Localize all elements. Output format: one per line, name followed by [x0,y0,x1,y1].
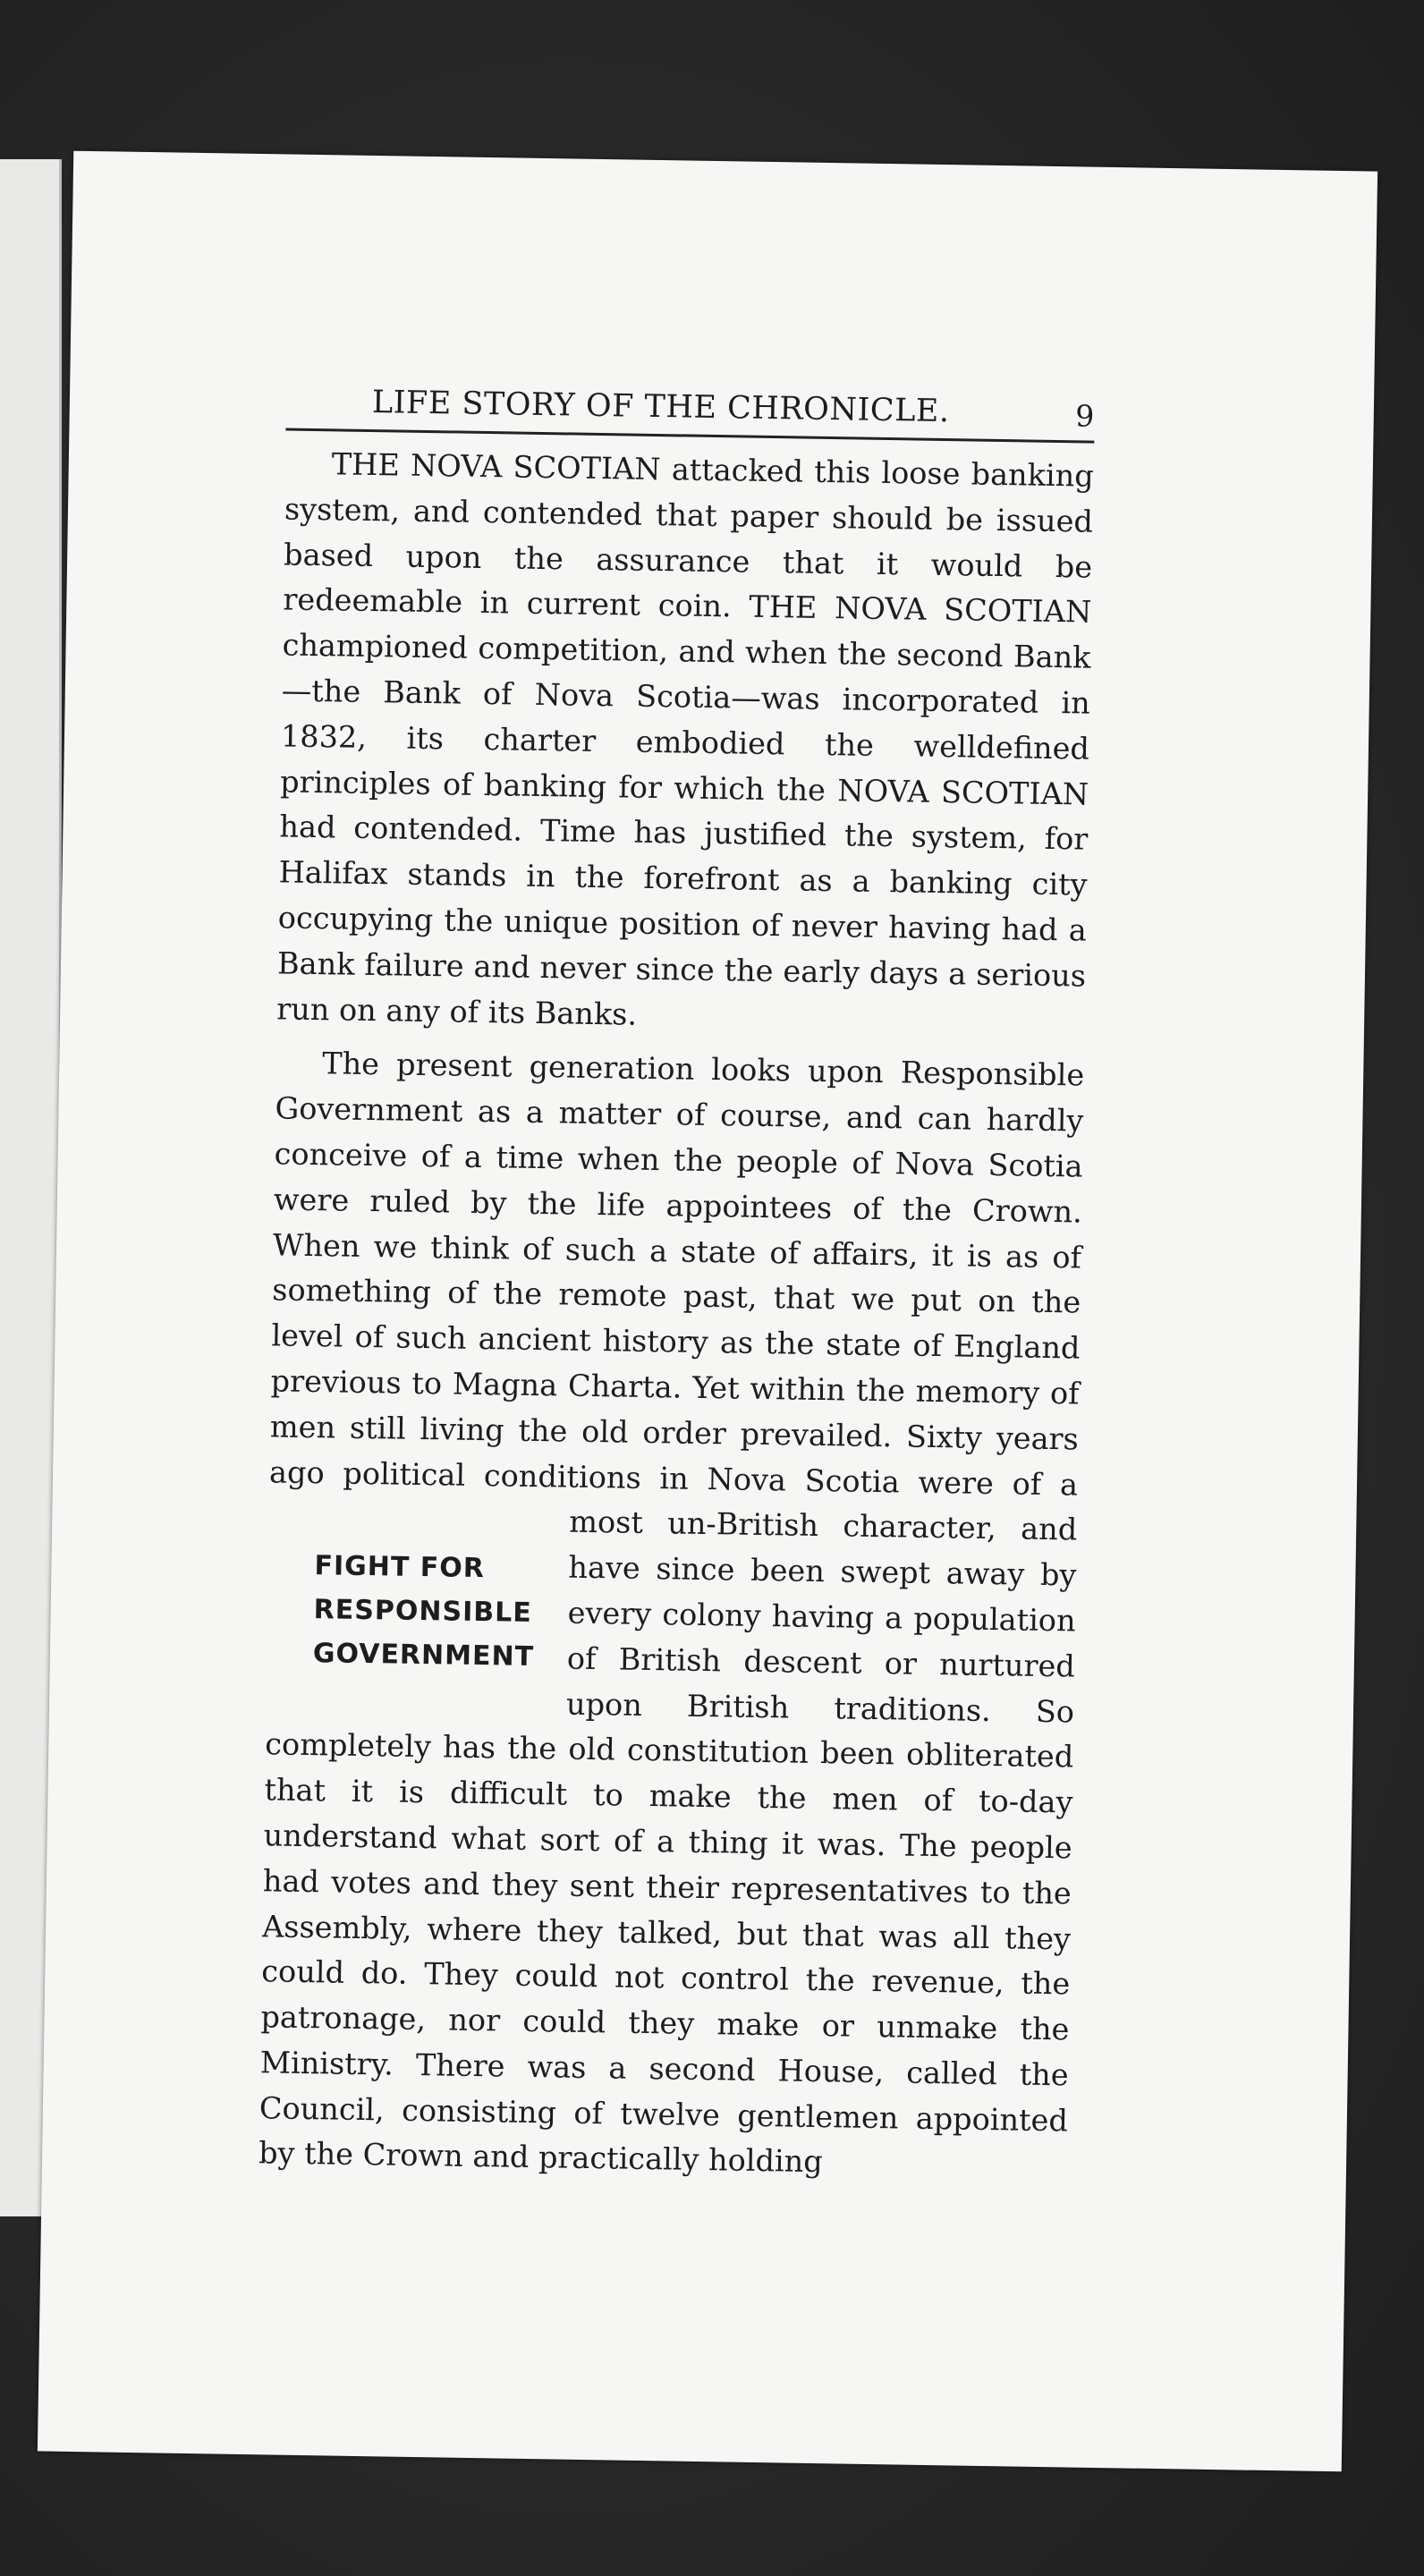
body-paragraph-2-continued: and have since been swept away by every colony having a population of British descent or nurtured upon British traditions. So completely has the old constitution been obliterated that it is difficult to make the men of to-day understand what sort of a thing it was. The people had votes and they sent their representatives to the Assembly, where they talked, but that was all they could do. They could not control the revenue, the patronage, nor could they make or unmake the Ministry. There was a second House, called the Council, consisting of twelve gentlemen appointed by the Crown and practically holding [258,1511,1078,2180]
sidehead-line: GOVERNMENT [312,1638,535,1674]
page-number: 9 [1074,398,1096,434]
running-header-title: LIFE STORY OF THE CHRONICLE. [371,384,950,430]
body-paragraph-2-text: The present generation looks upon Responsible Government as a matter of course, and can hardly conceive of a time when the people of Nova Scotia were ruled by the life appointees of the Crown. When we think of such a state of affairs, it is as of something of the remote past, that we put on the level of such ancient history as the state of England previous to Magna Charta. Yet within the memory of men still living the old order prevailed. Sixty years ago political conditions in Nova Scotia were of a most un-British character, [268,1046,1085,1546]
sidehead-line: RESPONSIBLE [313,1594,532,1630]
running-header [285,369,1095,443]
sidehead-line: FIGHT FOR [314,1550,486,1585]
sidehead [267,1544,537,1680]
body-paragraph-2 [259,1041,1085,2190]
body-paragraph: THE NOVA SCOTIAN attacked this loose banking system, and contended that paper should be issued based upon the assurance that it would be redeemable in current coin. THE NOVA SCOTIAN championed competition, and when the second Bank—the Bank of Nova Scotia—was incorporated in 1832, its charter embodied the welldefined principles of banking for which the NOVA SCOTIAN had contended. Time has justified the system, for Halifax stands in the forefront as a banking city occupying the unique position of never having had a Bank failure and never since the early days a serious run on any of its Banks. [275,446,1095,1032]
book-page [38,151,1377,2472]
text-block [259,369,1096,2189]
